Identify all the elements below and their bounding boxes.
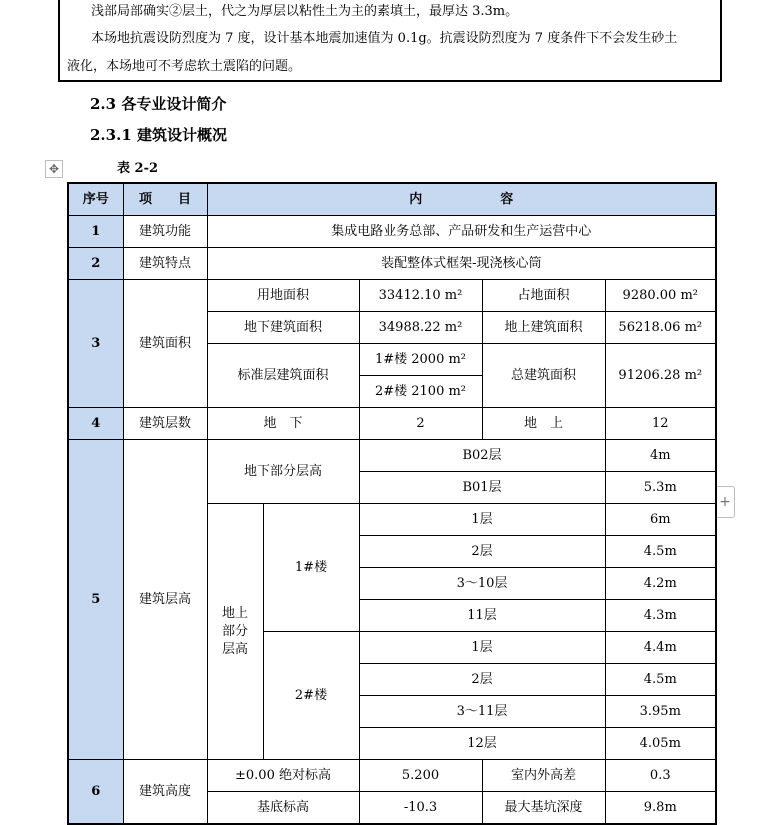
- floor-height: 5.3m: [605, 472, 716, 504]
- row-item: 建筑面积: [123, 280, 207, 408]
- footprint-value: 9280.00 m²: [605, 280, 716, 312]
- intro-line-3: 液化，本场地可不考虑软土震陷的问题。: [67, 59, 302, 74]
- floor-height: 4.5m: [605, 536, 716, 568]
- aboveground-area-value: 56218.06 m²: [605, 312, 716, 344]
- table-row: [68, 248, 716, 280]
- row-item: 建筑特点: [123, 248, 207, 280]
- table-caption: 表 2-2: [117, 161, 159, 176]
- land-area-value: 33412.10 m²: [359, 280, 482, 312]
- table-header-row: [68, 183, 716, 216]
- row-value: 装配整体式框架-现浇核心筒: [207, 248, 716, 280]
- total-area-label: 总建筑面积: [482, 344, 605, 408]
- floor-name: 12层: [359, 728, 605, 760]
- row-number: 6: [68, 760, 123, 825]
- label-part: 部分: [221, 623, 248, 639]
- table-row: [68, 216, 716, 248]
- aboveground-height-label: [207, 504, 263, 760]
- floor-name: 2层: [359, 536, 605, 568]
- row-item: 建筑功能: [123, 216, 207, 248]
- label-part: 地上: [221, 605, 248, 621]
- floor-height: 3.95m: [605, 696, 716, 728]
- aboveground-floors-label: 地 上: [482, 408, 605, 440]
- floor-name: B02层: [359, 440, 605, 472]
- total-area-value: 91206.28 m²: [605, 344, 716, 408]
- header-content: 内 容: [207, 183, 716, 216]
- max-pit-depth-label: 最大基坑深度: [482, 792, 605, 825]
- header-item: 项 目: [123, 183, 207, 216]
- row-number: 2: [68, 248, 123, 280]
- floor-height: 4.3m: [605, 600, 716, 632]
- table-row: [68, 440, 716, 472]
- row-value: 集成电路业务总部、产品研发和生产运营中心: [207, 216, 716, 248]
- header-no: 序号: [68, 183, 123, 216]
- subsection-heading: 2.3.1 建筑设计概况: [90, 126, 227, 144]
- floor-height: 6m: [605, 504, 716, 536]
- floor-height: 4.4m: [605, 632, 716, 664]
- underground-floors-label: 地 下: [207, 408, 359, 440]
- indoor-outdoor-diff-label: 室内外高差: [482, 760, 605, 792]
- table-row: [68, 280, 716, 312]
- standard-floor-area-label: 标准层建筑面积: [207, 344, 359, 408]
- building-design-table: [67, 182, 717, 825]
- absolute-elevation-value: 5.200: [359, 760, 482, 792]
- row-item: 建筑层高: [123, 440, 207, 760]
- row-number: 4: [68, 408, 123, 440]
- indoor-outdoor-diff-value: 0.3: [605, 760, 716, 792]
- floor-name: 1层: [359, 504, 605, 536]
- table-row: [68, 760, 716, 792]
- floor-name: 2层: [359, 664, 605, 696]
- floor-name: 11层: [359, 600, 605, 632]
- table-row: [68, 408, 716, 440]
- land-area-label: 用地面积: [207, 280, 359, 312]
- label-part: 层高: [221, 641, 248, 657]
- floor-height: 4m: [605, 440, 716, 472]
- underground-area-value: 34988.22 m²: [359, 312, 482, 344]
- row-number: 3: [68, 280, 123, 408]
- base-elevation-value: -10.3: [359, 792, 482, 825]
- floor-height: 4.2m: [605, 568, 716, 600]
- underground-floors-value: 2: [359, 408, 482, 440]
- standard-floor-b1-value: 1#楼 2000 m²: [359, 344, 482, 376]
- floor-name: 3～10层: [359, 568, 605, 600]
- intro-line-2: 本场地抗震设防烈度为 7 度，设计基本地震加速值为 0.1g。抗震设防烈度为 7 度条件下不会发生砂土: [91, 31, 678, 46]
- underground-height-label: 地下部分层高: [207, 440, 359, 504]
- building-2-label: 2#楼: [263, 632, 359, 760]
- table-move-handle-icon[interactable]: ✥: [45, 160, 63, 178]
- absolute-elevation-label: ±0.00 绝对标高: [207, 760, 359, 792]
- max-pit-depth-value: 9.8m: [605, 792, 716, 825]
- floor-height: 4.05m: [605, 728, 716, 760]
- floor-name: 1层: [359, 632, 605, 664]
- add-column-icon[interactable]: +: [715, 486, 735, 518]
- underground-area-label: 地下建筑面积: [207, 312, 359, 344]
- aboveground-area-label: 地上建筑面积: [482, 312, 605, 344]
- intro-line-1: 浅部局部确实②层土，代之为厚层以粘性土为主的素填土，最厚达 3.3m。: [91, 4, 519, 19]
- row-item: 建筑层数: [123, 408, 207, 440]
- floor-height: 4.5m: [605, 664, 716, 696]
- row-item: 建筑高度: [123, 760, 207, 825]
- base-elevation-label: 基底标高: [207, 792, 359, 825]
- footprint-label: 占地面积: [482, 280, 605, 312]
- standard-floor-b2-value: 2#楼 2100 m²: [359, 376, 482, 408]
- row-number: 5: [68, 440, 123, 760]
- row-number: 1: [68, 216, 123, 248]
- aboveground-floors-value: 12: [605, 408, 716, 440]
- floor-name: 3～11层: [359, 696, 605, 728]
- building-1-label: 1#楼: [263, 504, 359, 632]
- section-heading: 2.3 各专业设计简介: [90, 95, 227, 113]
- floor-name: B01层: [359, 472, 605, 504]
